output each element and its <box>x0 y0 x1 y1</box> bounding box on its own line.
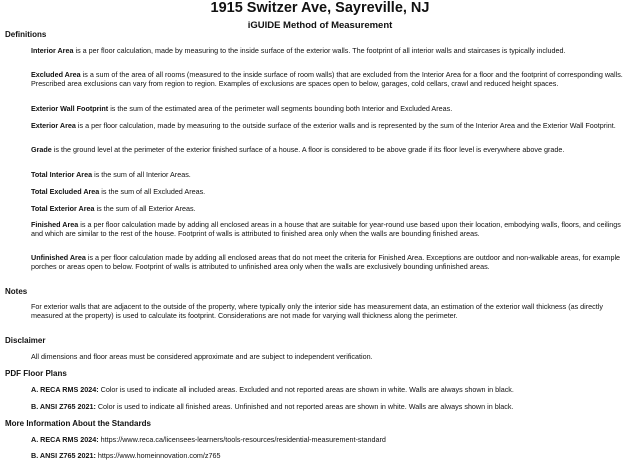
definition-excluded-area <box>31 71 632 88</box>
pdf-floor-plans-heading: PDF Floor Plans <box>5 369 67 378</box>
definition-total-exterior-area <box>31 205 632 214</box>
page-subtitle: iGUIDE Method of Measurement <box>247 20 393 31</box>
pdf-floor-plan-item <box>31 403 632 412</box>
standard-label: B. ANSI Z765 2021: <box>31 451 96 460</box>
definition-text: is a sum of the area of all rooms (measured to the inside surface of room walls) that are excluded from the Interior Area for a floor and the footprint of corresponding walls. Prescribed area exclusions can vary from region to region. Examples of exclusions are spaces open to below, garages, cold cellars, crawl and reduced height spaces. <box>31 70 623 88</box>
page-title: 1915 Switzer Ave, Sayreville, NJ <box>210 0 430 16</box>
definition-exterior-area <box>31 122 632 131</box>
definition-finished-area <box>31 221 632 238</box>
definition-text: is a per floor calculation made by adding all enclosed areas that do not meet the criteria for Finished Area. Exceptions are outdoor and non-walkable areas, for example porches or areas open to below. Footprint of walls is attributed to unfinished area only when the walls are exclusively bounding unfinished areas. <box>31 253 621 271</box>
standard-url: https://www.reca.ca/licensees-learners/tools-resources/residential-measurement-standard <box>98 435 386 444</box>
more-info-heading: More Information About the Standards <box>5 419 151 428</box>
definitions-heading: Definitions <box>5 30 47 39</box>
definition-text: is a per floor calculation, made by measuring to the outside surface of the exterior walls and is represented by the sum of the Interior Area and the Exterior Wall Footprint. <box>75 121 616 130</box>
notes-text: For exterior walls that are adjacent to the outside of the property, where typically only the interior side has measurement data, an estimation of the exterior wall thickness (as directly measured at the property) is used to calculate its footprint. Considerations are not made for varying wall thickness along the perimeter. <box>31 302 603 320</box>
definition-term: Exterior Area <box>31 121 76 130</box>
standard-text: Color is used to indicate all included areas. Excluded and not reported areas are shown in white. Walls are always shown in black. <box>98 385 514 394</box>
definition-term: Finished Area <box>31 220 79 229</box>
pdf-floor-plan-item <box>31 386 632 395</box>
notes-heading: Notes <box>5 287 28 296</box>
definition-term: Grade <box>31 145 52 154</box>
standard-url: https://www.homeinnovation.com/z765 <box>95 451 221 460</box>
disclaimer-heading: Disclaimer <box>5 336 46 345</box>
standard-label: A. RECA RMS 2024: <box>31 385 99 394</box>
standard-link-item <box>31 452 632 461</box>
definition-term: Total Interior Area <box>31 170 93 179</box>
definition-text: is a per floor calculation, made by measuring to the inside surface of the exterior walls. The footprint of all interior walls and staircases is typically included. <box>73 46 566 55</box>
definition-text: is the ground level at the perimeter of the exterior finished surface of a house. A floor is considered to be above grade if its floor level is everywhere above grade. <box>51 145 565 154</box>
standard-label: B. ANSI Z765 2021: <box>31 402 96 411</box>
definition-interior-area <box>31 47 632 56</box>
definition-term: Exterior Wall Footprint <box>31 104 109 113</box>
definition-unfinished-area <box>31 254 632 271</box>
definition-term: Unfinished Area <box>31 253 86 262</box>
definition-text: is the sum of all Excluded Areas. <box>99 187 206 196</box>
definition-total-excluded-area <box>31 188 632 197</box>
definition-exterior-wall-footprint <box>31 105 632 114</box>
standard-label: A. RECA RMS 2024: <box>31 435 99 444</box>
standard-text: Color is used to indicate all finished areas. Unfinished and not reported areas are shown in white. Walls are always shown in black. <box>95 402 514 411</box>
definition-grade <box>31 146 632 155</box>
definition-term: Excluded Area <box>31 70 81 79</box>
definition-term: Total Excluded Area <box>31 187 100 196</box>
definition-term: Total Exterior Area <box>31 204 95 213</box>
definition-text: is a per floor calculation made by adding all enclosed areas in a house that are suitable for year-round use based upon their location, embodying walls, floors, and ceilings and which are similar to the rest of the house. Footprint of walls is attributed to finished area only when the walls are bounding finished areas. <box>31 220 621 238</box>
definition-text: is the sum of all Exterior Areas. <box>94 204 196 213</box>
disclaimer-text: All dimensions and floor areas must be considered approximate and are subject to independent verification. <box>31 352 373 361</box>
definition-text: is the sum of all Interior Areas. <box>92 170 191 179</box>
standard-link-item <box>31 436 632 445</box>
definition-text: is the sum of the estimated area of the perimeter wall segments bounding both Interior and Excluded Areas. <box>108 104 453 113</box>
definition-term: Interior Area <box>31 46 74 55</box>
definition-total-interior-area <box>31 171 632 180</box>
